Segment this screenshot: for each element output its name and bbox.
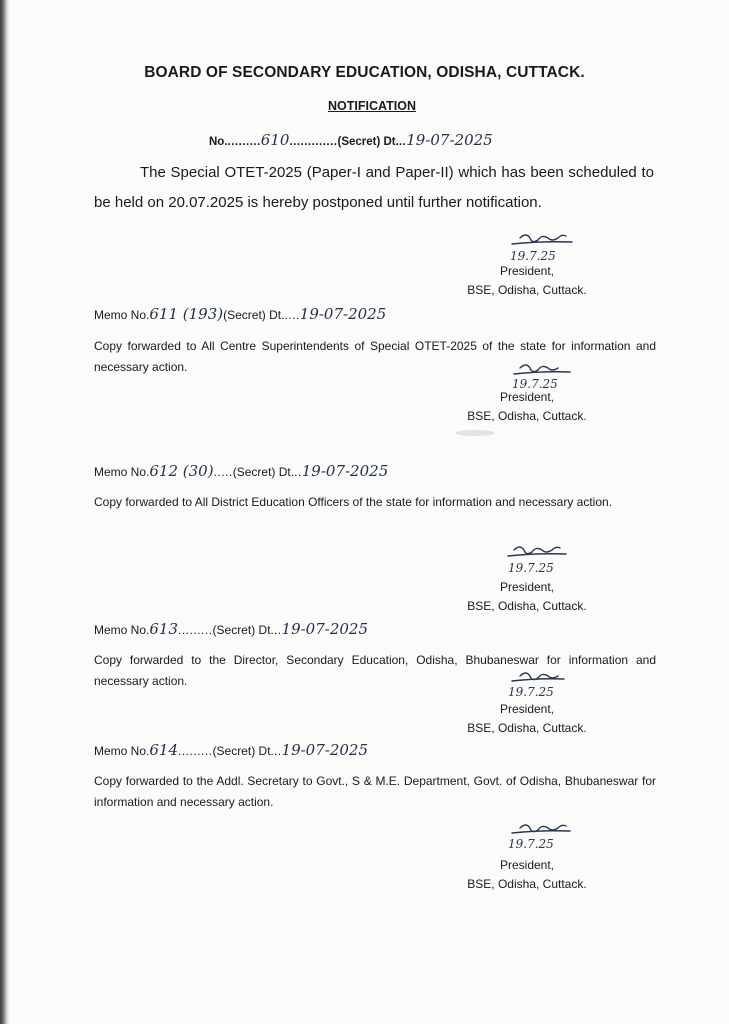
memo-date-2: 19-07-2025: [301, 462, 389, 480]
signatory-org: BSE, Odisha, Cuttack.: [467, 283, 587, 297]
board-title: BOARD OF SECONDARY EDUCATION, ODISHA, CUTTACK.: [144, 64, 585, 81]
memo-copy-text-1: Copy forwarded to All Centre Superintendents of Special OTET-2025 of the state for information and necessary action.: [94, 339, 656, 374]
notification-body: The Special OTET-2025 (Paper-I and Paper-II) which has been scheduled to be held on 20.07.2025 is hereby postponed until further notification.: [94, 164, 654, 211]
signatory-title: President,: [499, 264, 555, 278]
memo-number-4: 614: [149, 741, 178, 759]
scan-smudge: [455, 430, 495, 436]
notification-number: 610: [260, 131, 290, 149]
signature-block-4: President, BSE, Odisha, Cuttack.: [467, 702, 587, 735]
notification-date: 19-07-2025: [406, 131, 493, 149]
svg-text:19.7.25: 19.7.25: [508, 685, 554, 699]
notification-title: NOTIFICATION: [328, 99, 416, 113]
signature-mark-3: [500, 540, 590, 582]
signature-block-5: President, BSE, Odisha, Cuttack.: [467, 858, 587, 891]
memo-date-3: 19-07-2025: [281, 620, 369, 638]
signature-mark-5: [502, 818, 592, 858]
memo-copy-text-4: Copy forwarded to the Addl. Secretary to Govt., S & M.E. Department, Govt. of Odisha, Bhubaneswar for information and necessary action.: [94, 774, 656, 809]
memo-reference-4: Memo No.614.........(Secret) Dt...19-07-2025: [94, 741, 369, 759]
signature-date-1: 19.7.25: [510, 249, 556, 263]
signature-block-1: [452, 262, 602, 300]
memo-date-4: 19-07-2025: [281, 741, 369, 759]
secret-date-label: (Secret) Dt.: [337, 136, 399, 148]
signature-block-2: President, BSE, Odisha, Cuttack.: [467, 390, 587, 423]
scan-edge-shadow: [0, 0, 10, 1024]
memo-number-3: 613: [149, 620, 178, 638]
no-label: No.: [209, 136, 228, 148]
notification-reference: No..........610.............(Secret) Dt...19-07-2025: [209, 131, 493, 149]
memo-reference-1: Memo No.611 (193)(Secret) Dt.....19-07-2025: [94, 305, 387, 323]
memo-copy-text-3: Copy forwarded to the Director, Secondary Education, Odisha, Bhubaneswar for information and necessary action.: [94, 653, 656, 688]
memo-number-2: 612 (30): [149, 462, 214, 480]
signature-block-3: President, BSE, Odisha, Cuttack.: [467, 580, 587, 613]
memo-copy-text-2: Copy forwarded to All District Education Officers of the state for information and necessary action.: [94, 495, 613, 509]
memo-number-1: 611 (193): [149, 305, 224, 323]
svg-text:19.7.25: 19.7.25: [508, 561, 554, 575]
memo-reference-3: Memo No.613.........(Secret) Dt...19-07-2025: [94, 620, 369, 638]
memo-date-1: 19-07-2025: [299, 305, 387, 323]
svg-text:19.7.25: 19.7.25: [512, 377, 558, 391]
svg-text:19.7.25: 19.7.25: [508, 837, 554, 851]
memo-reference-2: Memo No.612 (30).....(Secret) Dt...19-07-2025: [94, 462, 389, 480]
